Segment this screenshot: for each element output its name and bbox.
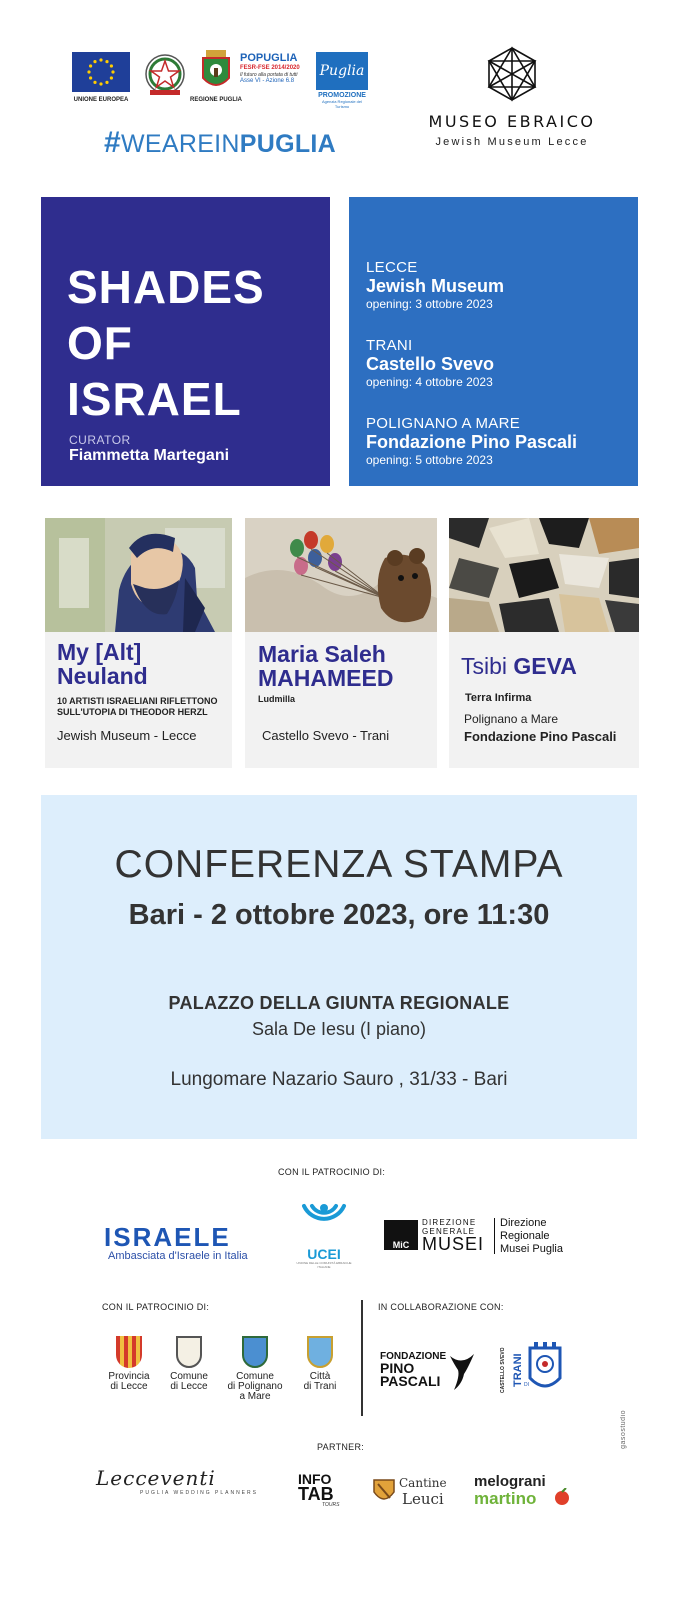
- lecceventi-name: Lecceventi: [96, 1466, 216, 1490]
- lecceventi-logo: [96, 1466, 274, 1506]
- popuglia-title: POPUGLIA: [240, 52, 298, 64]
- artist-last-name: GEVA: [513, 653, 577, 679]
- card-work: Terra Infirma: [465, 692, 532, 704]
- curator-label: CURATOR: [69, 433, 131, 447]
- italian-emblem-logo: [142, 50, 188, 100]
- popuglia-motto: Il futuro alla portata di tutti: [240, 72, 298, 78]
- conference-date: Bari - 2 ottobre 2023, ore 11:30: [128, 899, 550, 931]
- cantine-line-2: Leuci: [402, 1490, 444, 1508]
- entity-line-3: a Mare: [239, 1391, 271, 1402]
- israele-text: ISRAELE: [104, 1222, 231, 1252]
- comune-polignano-logo: [222, 1336, 288, 1402]
- artist-card-my-alt-neuland: [45, 518, 232, 768]
- museum-subtitle: Jewish Museum Lecce: [435, 136, 589, 148]
- exhibition-title: [67, 259, 265, 427]
- puglia-script-logo: Puglia: [316, 52, 368, 90]
- infotab-sub: TOURS: [322, 1502, 340, 1508]
- lecceventi-sub: PUGLIA WEDDING PLANNERS: [140, 1490, 258, 1496]
- museo-ebraico-icon: [483, 46, 541, 102]
- castello-di: DI: [524, 1382, 529, 1388]
- card-title-line-2: Neuland: [57, 663, 148, 689]
- artist-card-mahameed: [245, 518, 437, 768]
- citta-trani-crest: [307, 1336, 333, 1368]
- musei-small-2: GENERALE: [422, 1227, 476, 1236]
- puglia-promozione-logo: [316, 52, 368, 109]
- entity-line-1: Comune: [236, 1371, 274, 1382]
- card-venue: Castello Svevo - Trani: [262, 728, 390, 743]
- card-work: Ludmilla: [258, 694, 296, 704]
- conference-address: Lungomare Nazario Sauro , 31/33 - Bari: [170, 1069, 508, 1090]
- popuglia-fund: FESR-FSE 2014/2020: [240, 65, 300, 71]
- press-conference-block: [41, 795, 637, 1139]
- israele-sub: Ambasciata d'Israele in Italia: [108, 1250, 248, 1262]
- popuglia-axis: Asse VI - Azione 6.8: [240, 78, 295, 84]
- conference-room: Sala De Iesu (I piano): [251, 1019, 427, 1039]
- israele-word: [104, 1222, 231, 1253]
- entity-line-2: di Trani: [303, 1381, 337, 1392]
- card-title-line-1: My [Alt]: [57, 639, 142, 665]
- entity-line-1: Provincia: [108, 1371, 150, 1382]
- pomegranate-icon: [554, 1488, 570, 1506]
- venue-opening: opening: 3 ottobre 2023: [366, 297, 493, 311]
- hashtag-symbol: #: [104, 126, 121, 159]
- musei-right-2: Regionale: [500, 1230, 550, 1242]
- card-title-line-1: Maria Saleh: [258, 641, 386, 667]
- ucei-name: UCEI: [307, 1246, 341, 1262]
- wearein-puglia-hashtag: [104, 126, 336, 160]
- regione-puglia-label: REGIONE PUGLIA: [189, 97, 242, 103]
- card-title-line-2: MAHAMEED: [258, 665, 394, 691]
- venue-city: TRANI: [366, 337, 413, 354]
- card-title-geva: [461, 654, 577, 678]
- castello-crest-icon: [526, 1342, 564, 1396]
- melograni-line-2: martino: [474, 1489, 537, 1508]
- designer-credit: gasostudio: [620, 1410, 627, 1449]
- pascali-line-3: PASCALI: [380, 1373, 441, 1389]
- venue-place: Fondazione Pino Pascali: [366, 432, 578, 452]
- artist-card-geva: [449, 518, 639, 768]
- title-line-1: SHADES: [67, 261, 265, 313]
- popuglia-logo: [240, 52, 312, 102]
- musei-small-1: DIREZIONE: [422, 1218, 477, 1227]
- infotab-line-1: INFO: [298, 1471, 332, 1487]
- ucei-logo: [294, 1198, 354, 1270]
- patronage-heading-top: CON IL PATROCINIO DI:: [278, 1167, 386, 1177]
- title-line-2: OF: [67, 317, 133, 369]
- collaboration-heading: IN COLLABORAZIONE CON:: [378, 1302, 504, 1312]
- provincia-lecce-crest: [116, 1336, 142, 1368]
- direzione-musei-logo: [384, 1216, 570, 1256]
- comune-polignano-crest: [242, 1336, 268, 1368]
- conference-title: CONFERENZA STAMPA: [114, 843, 564, 886]
- venue-trani: [366, 337, 494, 390]
- fondazione-pascali-logo: [380, 1352, 476, 1394]
- venue-opening: opening: 5 ottobre 2023: [366, 453, 493, 467]
- pascali-line-2: PINO: [380, 1360, 415, 1376]
- curator-name: Fiammetta Martegani: [69, 447, 230, 464]
- terra-infirma-artwork: [449, 518, 639, 632]
- herzl-portrait-artwork: [45, 518, 232, 632]
- venue-city: LECCE: [366, 259, 418, 276]
- castello-svevo-trani-logo: [500, 1342, 564, 1400]
- comune-lecce-crest: [176, 1336, 202, 1368]
- melograni-line-1: melograni: [474, 1473, 546, 1490]
- pascali-line-1: FONDAZIONE: [380, 1351, 447, 1362]
- exhibition-title-block: [41, 197, 330, 486]
- venue-city: POLIGNANO A MARE: [366, 415, 521, 432]
- venue-place: Jewish Museum: [366, 276, 505, 296]
- melograni-martino-logo: [474, 1474, 574, 1514]
- promozione-sub: Agenzia Regionale del Turismo: [321, 99, 363, 109]
- card-venue-city: Polignano a Mare: [464, 712, 559, 726]
- regione-puglia-crest: [200, 50, 232, 92]
- section-divider: [361, 1300, 363, 1416]
- entity-line-2: di Lecce: [170, 1381, 208, 1392]
- patronage-heading-bottom: CON IL PATROCINIO DI:: [102, 1302, 210, 1312]
- hashtag-puglia: PUGLIA: [239, 130, 337, 158]
- museum-name: MUSEO EBRAICO: [428, 112, 596, 131]
- entity-line-1: Comune: [170, 1371, 208, 1382]
- venue-opening: opening: 4 ottobre 2023: [366, 375, 493, 389]
- venue-polignano: [366, 415, 577, 468]
- castello-trani: TRANI: [512, 1353, 524, 1387]
- title-line-3: ISRAEL: [67, 373, 242, 425]
- cantine-shield-icon: [372, 1478, 396, 1506]
- israel-embassy-logo: [104, 1222, 264, 1262]
- venue-place: Castello Svevo: [366, 354, 495, 374]
- hashtag-wearein: WEAREIN: [121, 130, 240, 158]
- card-subtitle-line-2: SULL'UTOPIA DI THEODOR HERZL: [57, 707, 208, 717]
- card-subtitle-line-1: 10 ARTISTI ISRAELIANI RIFLETTONO: [57, 696, 218, 706]
- cantine-leuci-logo: [372, 1474, 452, 1510]
- ucei-sub: UNIONE DELLE COMUNITÀ EBRAICHE ITALIANE: [296, 1261, 352, 1269]
- entity-line-1: Città: [309, 1371, 331, 1382]
- promozione-label: PROMOZIONE: [318, 92, 366, 99]
- ludmilla-artwork: [245, 518, 437, 632]
- comune-lecce-logo: [160, 1336, 218, 1392]
- conference-place: PALAZZO DELLA GIUNTA REGIONALE: [168, 993, 510, 1013]
- partner-heading: PARTNER:: [317, 1442, 365, 1452]
- musei-right-3: Musei Puglia: [500, 1243, 563, 1255]
- provincia-lecce-logo: [100, 1336, 158, 1392]
- infotab-line-2: TAB: [298, 1484, 334, 1504]
- artist-first-name: Tsibi: [461, 653, 508, 679]
- cantine-line-1: Cantine: [399, 1476, 447, 1490]
- entity-line-2: di Polignano: [227, 1381, 283, 1392]
- citta-trani-logo: [294, 1336, 346, 1392]
- eu-flag-logo: [72, 52, 130, 92]
- musei-big: MUSEI: [422, 1234, 485, 1254]
- eu-label: UNIONE EUROPEA: [73, 97, 129, 103]
- card-venue-place: Fondazione Pino Pascali: [464, 729, 617, 744]
- card-venue: Jewish Museum - Lecce: [57, 728, 197, 743]
- venue-lecce: [366, 259, 504, 312]
- musei-right-1: Direzione: [500, 1217, 547, 1229]
- venues-block: [349, 197, 638, 486]
- mic-icon: MiC: [384, 1220, 418, 1250]
- infotab-logo: [298, 1472, 354, 1512]
- entity-line-2: di Lecce: [110, 1381, 148, 1392]
- castello-vertical: CASTELLO SVEVO: [500, 1347, 506, 1393]
- musei-divider: [494, 1218, 495, 1254]
- whale-tail-icon: [448, 1352, 476, 1392]
